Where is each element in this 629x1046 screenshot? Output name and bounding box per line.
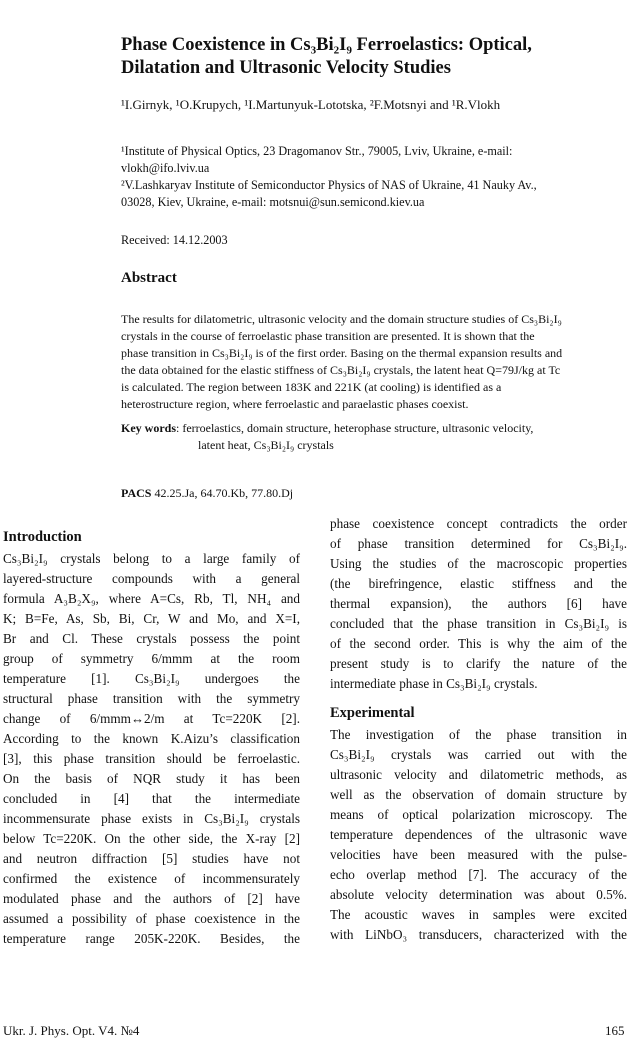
pacs-codes (121, 485, 293, 501)
text-line: The acoustic waves in samples were excited (330, 907, 627, 922)
text-line: echo overlap method [7]. The accuracy of the (330, 867, 627, 882)
text-line: phase coexistence concept contradicts the order (330, 516, 627, 531)
affiliation-2-line-1: ²V.Lashkaryav Institute of Semiconductor Physics of NAS of Ukraine, 41 Nauky Av., (121, 178, 537, 192)
left-column (3, 527, 300, 949)
text-line: present study is to clarify the nature of the (330, 656, 627, 671)
text-line: layered-structure compounds with a general (3, 571, 300, 586)
affiliation-2-line-2: 03028, Kiev, Ukraine, e-mail: motsnui@sun.semicond.kiev.ua (121, 195, 425, 209)
text-line: temperature range 205K-220K. Besides, the (3, 931, 300, 946)
introduction-heading: Introduction (3, 529, 82, 545)
affiliations (121, 143, 596, 211)
abstract-line: heterostructure region, where ferroelastic and paraelastic phases coexist. (121, 397, 469, 411)
text-line: of phase transition determined for Cs₃Bi₂I₉. (330, 536, 627, 551)
text-line: change of 6/mmm↔2/m at Tc=220K [2]. (3, 711, 300, 726)
introduction-continued (330, 514, 627, 694)
text-line: The investigation of the phase transition in (330, 727, 627, 742)
journal-footer: Ukr. J. Phys. Opt. V4. №4 (3, 1023, 140, 1038)
text-line: confirmed the existence of incommensurately (3, 871, 300, 886)
pacs-label: PACS (121, 486, 152, 500)
paper-title (121, 34, 591, 80)
text-line: means of optical polarization microscopy. The (330, 807, 627, 822)
text-line: velocities have been measured with the pulse- (330, 847, 627, 862)
pacs-value: 42.25.Ja, 64.70.Kb, 77.80.Dj (151, 486, 294, 500)
text-line: with LiNbO₃ transducers, characterized with the (330, 927, 627, 942)
text-line: absolute velocity determination was about 0.5%. (330, 887, 627, 902)
keywords-text-line-1: : ferroelastics, domain structure, heterophase structure, ultrasonic velocity, (176, 421, 534, 435)
text-line: K; B=Fe, As, Sb, Bi, Cr, W and Mo, and X=I, (3, 611, 300, 626)
text-line: concluded in [4] that the intermediate (3, 791, 300, 806)
text-line: According to the known K.Aizu’s classification (3, 731, 300, 746)
text-line: thermal expansion), the authors [6] have (330, 596, 627, 611)
introduction-body (3, 549, 300, 949)
text-line: concluded that the phase transition in Cs₃Bi₂I₉ is (330, 616, 627, 631)
keywords-label: Key words (121, 421, 176, 435)
text-line: intermediate phase in Cs₃Bi₂I₉ crystals. (330, 676, 538, 691)
keywords (121, 420, 621, 454)
text-line: On the basis of NQR study it has been (3, 771, 300, 786)
text-line: (the birefringence, elastic stiffness and the (330, 576, 627, 591)
keywords-text-line-2: latent heat, Cs₃Bi₂I₉ crystals (198, 438, 334, 452)
text-line: Cs₃Bi₂I₉ crystals was carried out with the (330, 747, 627, 762)
abstract-line: the data obtained for the elastic stiffness of Cs₃Bi₂I₉ crystals, the latent heat Q=79J/kg at Tc (121, 363, 561, 377)
text-line: incommensurate phase exists in Cs₃Bi₂I₉ crystals (3, 811, 300, 826)
text-line: temperature dependences of the ultrasonic wave (330, 827, 627, 842)
abstract-line: crystals in the course of ferroelastic phase transition are presented. It is shown that the (121, 329, 535, 343)
abstract-line: The results for dilatometric, ultrasonic velocity and the domain structure studies of Cs₃Bi₂I₉ (121, 312, 562, 326)
experimental-body (330, 725, 627, 945)
text-line: group of symmetry 6/mmm at the room (3, 651, 300, 666)
title-line-1: Phase Coexistence in Cs₃Bi₂I₉ Ferroelastics: Optical, (121, 35, 532, 55)
text-line: well as the observation of domain structure by (330, 787, 627, 802)
abstract-heading: Abstract (121, 270, 177, 286)
text-line: formula A₃B₂X₉, where A=Cs, Rb, Tl, NH₄ and (3, 591, 300, 606)
abstract-body (121, 311, 627, 413)
affiliation-1-line-2: vlokh@ifo.lviv.ua (121, 161, 210, 175)
title-line-2: Dilatation and Ultrasonic Velocity Studies (121, 58, 451, 78)
received-date: Received: 14.12.2003 (121, 233, 228, 247)
text-line: ultrasonic velocity and dilatometric methods, as (330, 767, 627, 782)
text-line: temperature [1]. Cs₃Bi₂I₉ undergoes the (3, 671, 300, 686)
experimental-heading: Experimental (330, 705, 415, 721)
page-number: 165 (605, 1023, 625, 1038)
text-line: Using the studies of the macroscopic properties (330, 556, 627, 571)
text-line: modulated phase and the authors of [2] have (3, 891, 300, 906)
abstract-line: is calculated. The region between 183K and 221K (at cooling) is identified as a (121, 380, 502, 394)
text-line: of the second order. This is why the aim of the (330, 636, 627, 651)
text-line: Cs₃Bi₂I₉ crystals belong to a large family of (3, 551, 300, 566)
affiliation-1-line-1: ¹Institute of Physical Optics, 23 Dragomanov Str., 79005, Lviv, Ukraine, e-mail: (121, 144, 513, 158)
text-line: Br and Cl. These crystals possess the point (3, 631, 300, 646)
author-list: ¹I.Girnyk, ¹O.Krupych, ¹I.Martunyuk-Lototska, ²F.Motsnyi and ¹R.Vlokh (121, 97, 501, 112)
text-line: below Tc=220K. On the other side, the X-ray [2] (3, 831, 300, 846)
text-line: assumed a possibility of phase coexistence in the (3, 911, 300, 926)
text-line: [3], this phase transition should be ferroelastic. (3, 751, 300, 766)
text-line: and neutron diffraction [5] studies have not (3, 851, 300, 866)
text-line: structural phase transition with the symmetry (3, 691, 300, 706)
abstract-line: phase transition in Cs₃Bi₂I₉ is of the first order. Basing on the thermal expansion results and (121, 346, 563, 360)
right-column (330, 514, 627, 945)
